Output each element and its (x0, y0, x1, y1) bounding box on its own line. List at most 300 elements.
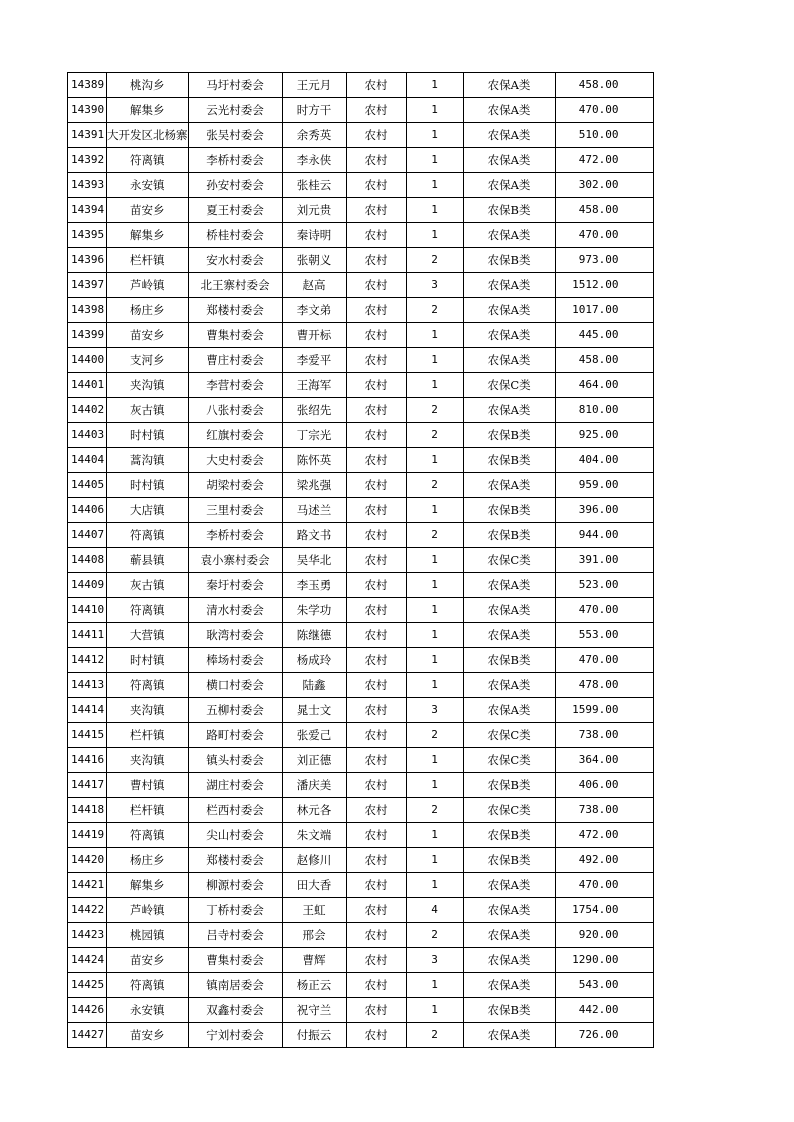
table-row (68, 948, 654, 973)
table-row (68, 123, 654, 148)
township-cell: 栏杆镇 (107, 248, 189, 273)
area-type-cell: 农村 (346, 923, 406, 948)
area-type-cell: 农村 (346, 873, 406, 898)
person-name-cell: 曹开标 (282, 323, 346, 348)
area-type-cell: 农村 (346, 848, 406, 873)
township-cell: 符离镇 (107, 523, 189, 548)
township-cell: 支河乡 (107, 348, 189, 373)
person-name-cell: 路文书 (282, 523, 346, 548)
village-committee-cell: 李桥村委会 (188, 523, 282, 548)
area-type-cell: 农村 (346, 1023, 406, 1048)
village-committee-cell: 曹集村委会 (188, 323, 282, 348)
household-count-cell: 1 (406, 748, 463, 773)
insurance-category-cell: 农保A类 (463, 273, 555, 298)
household-count-cell: 1 (406, 348, 463, 373)
household-count-cell: 2 (406, 298, 463, 323)
household-count-cell: 1 (406, 973, 463, 998)
village-committee-cell: 五柳村委会 (188, 698, 282, 723)
insurance-category-cell: 农保A类 (463, 123, 555, 148)
insurance-category-cell: 农保A类 (463, 923, 555, 948)
record-id-cell: 14401 (68, 373, 107, 398)
record-id-cell: 14398 (68, 298, 107, 323)
table-row (68, 873, 654, 898)
area-type-cell: 农村 (346, 323, 406, 348)
village-committee-cell: 吕寺村委会 (188, 923, 282, 948)
household-count-cell: 1 (406, 198, 463, 223)
household-count-cell: 1 (406, 373, 463, 398)
person-name-cell: 朱学功 (282, 598, 346, 623)
household-count-cell: 2 (406, 248, 463, 273)
person-name-cell: 曹辉 (282, 948, 346, 973)
amount-cell: 470.00 (555, 873, 653, 898)
record-id-cell: 14419 (68, 823, 107, 848)
amount-cell: 726.00 (555, 1023, 653, 1048)
record-id-cell: 14404 (68, 448, 107, 473)
amount-cell: 920.00 (555, 923, 653, 948)
amount-cell: 553.00 (555, 623, 653, 648)
area-type-cell: 农村 (346, 648, 406, 673)
table-row (68, 773, 654, 798)
village-committee-cell: 李桥村委会 (188, 148, 282, 173)
area-type-cell: 农村 (346, 298, 406, 323)
insurance-category-cell: 农保A类 (463, 323, 555, 348)
amount-cell: 973.00 (555, 248, 653, 273)
insurance-category-cell: 农保B类 (463, 523, 555, 548)
household-count-cell: 3 (406, 273, 463, 298)
household-count-cell: 2 (406, 798, 463, 823)
person-name-cell: 刘元贵 (282, 198, 346, 223)
area-type-cell: 农村 (346, 973, 406, 998)
table-row (68, 248, 654, 273)
village-committee-cell: 云光村委会 (188, 98, 282, 123)
record-id-cell: 14417 (68, 773, 107, 798)
amount-cell: 391.00 (555, 548, 653, 573)
person-name-cell: 李文弟 (282, 298, 346, 323)
insurance-category-cell: 农保A类 (463, 73, 555, 98)
insurance-category-cell: 农保A类 (463, 898, 555, 923)
village-committee-cell: 郑楼村委会 (188, 848, 282, 873)
township-cell: 永安镇 (107, 173, 189, 198)
village-committee-cell: 耿湾村委会 (188, 623, 282, 648)
village-committee-cell: 三里村委会 (188, 498, 282, 523)
village-committee-cell: 李营村委会 (188, 373, 282, 398)
amount-cell: 364.00 (555, 748, 653, 773)
table-row (68, 173, 654, 198)
household-count-cell: 1 (406, 648, 463, 673)
insurance-category-cell: 农保B类 (463, 648, 555, 673)
township-cell: 解集乡 (107, 223, 189, 248)
insurance-category-cell: 农保B类 (463, 448, 555, 473)
township-cell: 符离镇 (107, 598, 189, 623)
insurance-category-cell: 农保A类 (463, 148, 555, 173)
record-id-cell: 14406 (68, 498, 107, 523)
record-id-cell: 14395 (68, 223, 107, 248)
amount-cell: 810.00 (555, 398, 653, 423)
insurance-category-cell: 农保A类 (463, 973, 555, 998)
area-type-cell: 农村 (346, 698, 406, 723)
record-id-cell: 14408 (68, 548, 107, 573)
area-type-cell: 农村 (346, 248, 406, 273)
insurance-category-cell: 农保A类 (463, 298, 555, 323)
record-id-cell: 14427 (68, 1023, 107, 1048)
area-type-cell: 农村 (346, 273, 406, 298)
table-row (68, 423, 654, 448)
insurance-category-cell: 农保A类 (463, 1023, 555, 1048)
village-committee-cell: 袁小寨村委会 (188, 548, 282, 573)
village-committee-cell: 湖庄村委会 (188, 773, 282, 798)
record-id-cell: 14393 (68, 173, 107, 198)
amount-cell: 458.00 (555, 73, 653, 98)
household-count-cell: 1 (406, 223, 463, 248)
amount-cell: 523.00 (555, 573, 653, 598)
amount-cell: 406.00 (555, 773, 653, 798)
village-committee-cell: 秦圩村委会 (188, 573, 282, 598)
township-cell: 符离镇 (107, 973, 189, 998)
record-id-cell: 14407 (68, 523, 107, 548)
township-cell: 栏杆镇 (107, 723, 189, 748)
village-committee-cell: 安水村委会 (188, 248, 282, 273)
record-id-cell: 14425 (68, 973, 107, 998)
amount-cell: 472.00 (555, 823, 653, 848)
household-count-cell: 1 (406, 598, 463, 623)
area-type-cell: 农村 (346, 623, 406, 648)
household-count-cell: 1 (406, 823, 463, 848)
record-id-cell: 14424 (68, 948, 107, 973)
table-row (68, 548, 654, 573)
village-committee-cell: 丁桥村委会 (188, 898, 282, 923)
table-row (68, 523, 654, 548)
amount-cell: 543.00 (555, 973, 653, 998)
township-cell: 灰古镇 (107, 398, 189, 423)
village-committee-cell: 夏王村委会 (188, 198, 282, 223)
table-row (68, 923, 654, 948)
area-type-cell: 农村 (346, 348, 406, 373)
village-committee-cell: 北王寨村委会 (188, 273, 282, 298)
table-row (68, 323, 654, 348)
township-cell: 符离镇 (107, 823, 189, 848)
insurance-category-cell: 农保C类 (463, 798, 555, 823)
person-name-cell: 李玉勇 (282, 573, 346, 598)
person-name-cell: 李永侠 (282, 148, 346, 173)
area-type-cell: 农村 (346, 173, 406, 198)
area-type-cell: 农村 (346, 73, 406, 98)
person-name-cell: 林元各 (282, 798, 346, 823)
township-cell: 桃沟乡 (107, 73, 189, 98)
household-count-cell: 1 (406, 773, 463, 798)
person-name-cell: 田大香 (282, 873, 346, 898)
village-committee-cell: 曹庄村委会 (188, 348, 282, 373)
village-committee-cell: 柳源村委会 (188, 873, 282, 898)
table-row (68, 723, 654, 748)
amount-cell: 1599.00 (555, 698, 653, 723)
insurance-category-cell: 农保A类 (463, 623, 555, 648)
village-committee-cell: 曹集村委会 (188, 948, 282, 973)
area-type-cell: 农村 (346, 948, 406, 973)
record-id-cell: 14423 (68, 923, 107, 948)
person-name-cell: 付振云 (282, 1023, 346, 1048)
village-committee-cell: 镇头村委会 (188, 748, 282, 773)
township-cell: 夹沟镇 (107, 748, 189, 773)
table-row (68, 298, 654, 323)
insurance-category-cell: 农保A类 (463, 673, 555, 698)
record-id-cell: 14414 (68, 698, 107, 723)
area-type-cell: 农村 (346, 398, 406, 423)
table-row (68, 1023, 654, 1048)
record-id-cell: 14413 (68, 673, 107, 698)
amount-cell: 944.00 (555, 523, 653, 548)
person-name-cell: 丁宗光 (282, 423, 346, 448)
person-name-cell: 潘庆美 (282, 773, 346, 798)
township-cell: 解集乡 (107, 98, 189, 123)
village-committee-cell: 胡梁村委会 (188, 473, 282, 498)
amount-cell: 1017.00 (555, 298, 653, 323)
township-cell: 杨庄乡 (107, 298, 189, 323)
household-count-cell: 1 (406, 123, 463, 148)
insurance-category-cell: 农保B类 (463, 498, 555, 523)
area-type-cell: 农村 (346, 898, 406, 923)
amount-cell: 396.00 (555, 498, 653, 523)
record-id-cell: 14402 (68, 398, 107, 423)
amount-cell: 925.00 (555, 423, 653, 448)
household-count-cell: 1 (406, 173, 463, 198)
record-id-cell: 14420 (68, 848, 107, 873)
person-name-cell: 祝守兰 (282, 998, 346, 1023)
village-committee-cell: 棒场村委会 (188, 648, 282, 673)
township-cell: 苗安乡 (107, 198, 189, 223)
record-id-cell: 14405 (68, 473, 107, 498)
household-count-cell: 1 (406, 623, 463, 648)
person-name-cell: 秦诗明 (282, 223, 346, 248)
table-row (68, 498, 654, 523)
records-table (67, 72, 654, 1048)
insurance-category-cell: 农保A类 (463, 948, 555, 973)
person-name-cell: 时方干 (282, 98, 346, 123)
village-committee-cell: 宁刘村委会 (188, 1023, 282, 1048)
insurance-category-cell: 农保A类 (463, 98, 555, 123)
insurance-category-cell: 农保B类 (463, 773, 555, 798)
person-name-cell: 王虹 (282, 898, 346, 923)
record-id-cell: 14399 (68, 323, 107, 348)
record-id-cell: 14410 (68, 598, 107, 623)
village-committee-cell: 双鑫村委会 (188, 998, 282, 1023)
township-cell: 永安镇 (107, 998, 189, 1023)
person-name-cell: 赵修川 (282, 848, 346, 873)
record-id-cell: 14411 (68, 623, 107, 648)
household-count-cell: 2 (406, 723, 463, 748)
table-row (68, 73, 654, 98)
amount-cell: 470.00 (555, 598, 653, 623)
person-name-cell: 张朝义 (282, 248, 346, 273)
township-cell: 灰古镇 (107, 573, 189, 598)
household-count-cell: 2 (406, 423, 463, 448)
table-row (68, 473, 654, 498)
table-row (68, 698, 654, 723)
person-name-cell: 邢会 (282, 923, 346, 948)
village-committee-cell: 栏西村委会 (188, 798, 282, 823)
village-committee-cell: 镇南居委会 (188, 973, 282, 998)
person-name-cell: 张桂云 (282, 173, 346, 198)
household-count-cell: 2 (406, 398, 463, 423)
household-count-cell: 1 (406, 498, 463, 523)
insurance-category-cell: 农保A类 (463, 348, 555, 373)
insurance-category-cell: 农保A类 (463, 473, 555, 498)
amount-cell: 492.00 (555, 848, 653, 873)
insurance-category-cell: 农保C类 (463, 373, 555, 398)
area-type-cell: 农村 (346, 98, 406, 123)
person-name-cell: 张爱己 (282, 723, 346, 748)
insurance-category-cell: 农保A类 (463, 398, 555, 423)
township-cell: 夹沟镇 (107, 373, 189, 398)
record-id-cell: 14412 (68, 648, 107, 673)
insurance-category-cell: 农保B类 (463, 998, 555, 1023)
amount-cell: 738.00 (555, 798, 653, 823)
area-type-cell: 农村 (346, 823, 406, 848)
area-type-cell: 农村 (346, 448, 406, 473)
township-cell: 时村镇 (107, 648, 189, 673)
household-count-cell: 1 (406, 448, 463, 473)
village-committee-cell: 马圩村委会 (188, 73, 282, 98)
record-id-cell: 14391 (68, 123, 107, 148)
household-count-cell: 2 (406, 473, 463, 498)
record-id-cell: 14397 (68, 273, 107, 298)
insurance-category-cell: 农保A类 (463, 698, 555, 723)
record-id-cell: 14426 (68, 998, 107, 1023)
township-cell: 时村镇 (107, 473, 189, 498)
township-cell: 曹村镇 (107, 773, 189, 798)
household-count-cell: 1 (406, 148, 463, 173)
township-cell: 杨庄乡 (107, 848, 189, 873)
amount-cell: 470.00 (555, 223, 653, 248)
area-type-cell: 农村 (346, 773, 406, 798)
table-row (68, 573, 654, 598)
area-type-cell: 农村 (346, 498, 406, 523)
village-committee-cell: 郑楼村委会 (188, 298, 282, 323)
household-count-cell: 1 (406, 323, 463, 348)
household-count-cell: 4 (406, 898, 463, 923)
township-cell: 大营镇 (107, 623, 189, 648)
person-name-cell: 梁兆强 (282, 473, 346, 498)
township-cell: 栏杆镇 (107, 798, 189, 823)
insurance-category-cell: 农保A类 (463, 573, 555, 598)
household-count-cell: 1 (406, 673, 463, 698)
area-type-cell: 农村 (346, 148, 406, 173)
area-type-cell: 农村 (346, 523, 406, 548)
record-id-cell: 14396 (68, 248, 107, 273)
insurance-category-cell: 农保A类 (463, 873, 555, 898)
person-name-cell: 刘正德 (282, 748, 346, 773)
table-row (68, 648, 654, 673)
insurance-category-cell: 农保B类 (463, 423, 555, 448)
amount-cell: 470.00 (555, 648, 653, 673)
township-cell: 解集乡 (107, 873, 189, 898)
village-committee-cell: 桥桂村委会 (188, 223, 282, 248)
village-committee-cell: 大史村委会 (188, 448, 282, 473)
table-row (68, 798, 654, 823)
insurance-category-cell: 农保C类 (463, 548, 555, 573)
table-row (68, 973, 654, 998)
table-row (68, 898, 654, 923)
record-id-cell: 14394 (68, 198, 107, 223)
household-count-cell: 1 (406, 73, 463, 98)
insurance-category-cell: 农保B类 (463, 248, 555, 273)
record-id-cell: 14390 (68, 98, 107, 123)
table-row (68, 998, 654, 1023)
amount-cell: 458.00 (555, 198, 653, 223)
township-cell: 苗安乡 (107, 948, 189, 973)
table-row (68, 273, 654, 298)
amount-cell: 442.00 (555, 998, 653, 1023)
record-id-cell: 14389 (68, 73, 107, 98)
area-type-cell: 农村 (346, 123, 406, 148)
table-row (68, 348, 654, 373)
record-id-cell: 14392 (68, 148, 107, 173)
household-count-cell: 2 (406, 923, 463, 948)
township-cell: 芦岭镇 (107, 273, 189, 298)
area-type-cell: 农村 (346, 423, 406, 448)
village-committee-cell: 横口村委会 (188, 673, 282, 698)
person-name-cell: 杨正云 (282, 973, 346, 998)
table-row (68, 848, 654, 873)
amount-cell: 445.00 (555, 323, 653, 348)
township-cell: 蕲县镇 (107, 548, 189, 573)
amount-cell: 959.00 (555, 473, 653, 498)
village-committee-cell: 尖山村委会 (188, 823, 282, 848)
person-name-cell: 马述兰 (282, 498, 346, 523)
area-type-cell: 农村 (346, 223, 406, 248)
township-cell: 符离镇 (107, 673, 189, 698)
area-type-cell: 农村 (346, 998, 406, 1023)
insurance-category-cell: 农保A类 (463, 598, 555, 623)
person-name-cell: 赵高 (282, 273, 346, 298)
township-cell: 大店镇 (107, 498, 189, 523)
area-type-cell: 农村 (346, 473, 406, 498)
person-name-cell: 陈怀英 (282, 448, 346, 473)
household-count-cell: 1 (406, 998, 463, 1023)
township-cell: 桃园镇 (107, 923, 189, 948)
village-committee-cell: 红旗村委会 (188, 423, 282, 448)
household-count-cell: 1 (406, 548, 463, 573)
person-name-cell: 晁士文 (282, 698, 346, 723)
township-cell: 苗安乡 (107, 323, 189, 348)
amount-cell: 464.00 (555, 373, 653, 398)
amount-cell: 472.00 (555, 148, 653, 173)
table-row (68, 623, 654, 648)
amount-cell: 470.00 (555, 98, 653, 123)
household-count-cell: 1 (406, 98, 463, 123)
township-cell: 符离镇 (107, 148, 189, 173)
area-type-cell: 农村 (346, 798, 406, 823)
person-name-cell: 陆鑫 (282, 673, 346, 698)
amount-cell: 1512.00 (555, 273, 653, 298)
amount-cell: 1754.00 (555, 898, 653, 923)
amount-cell: 1290.00 (555, 948, 653, 973)
area-type-cell: 农村 (346, 673, 406, 698)
area-type-cell: 农村 (346, 198, 406, 223)
amount-cell: 478.00 (555, 673, 653, 698)
person-name-cell: 王海军 (282, 373, 346, 398)
amount-cell: 302.00 (555, 173, 653, 198)
township-cell: 芦岭镇 (107, 898, 189, 923)
person-name-cell: 张绍先 (282, 398, 346, 423)
area-type-cell: 农村 (346, 373, 406, 398)
amount-cell: 458.00 (555, 348, 653, 373)
record-id-cell: 14416 (68, 748, 107, 773)
insurance-category-cell: 农保A类 (463, 173, 555, 198)
amount-cell: 738.00 (555, 723, 653, 748)
person-name-cell: 王元月 (282, 73, 346, 98)
table-row (68, 598, 654, 623)
table-row (68, 373, 654, 398)
